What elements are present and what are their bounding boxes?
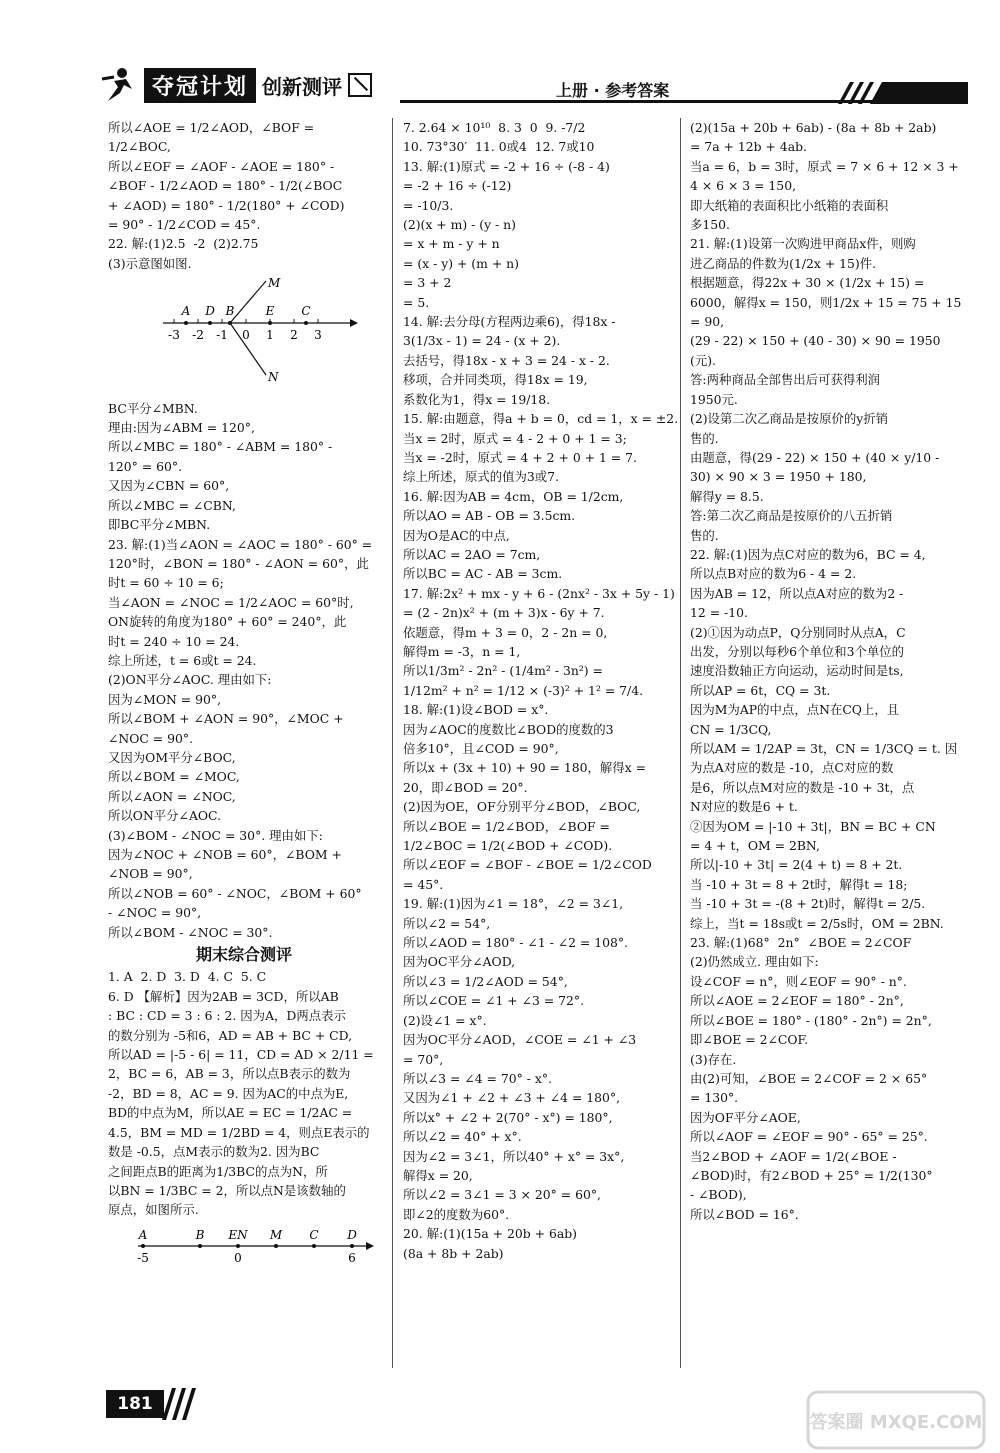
answer-line: 1950元. xyxy=(690,391,738,407)
answer-line: = x + m - y + n xyxy=(403,236,500,252)
brand-name: 夺冠计划 xyxy=(144,68,256,103)
answer-line: - ∠BOD), xyxy=(690,1187,747,1203)
answer-line: 综上所述，t = 6或t = 24. xyxy=(108,652,257,668)
tick-label: -5 xyxy=(137,1250,149,1265)
answer-line: = (2 - 2n)x² + (m + 3)x - 6y + 7. xyxy=(403,605,605,621)
answer-line: 7. 2.64 × 10¹⁰ 8. 3 0 9. -7/2 xyxy=(403,120,586,135)
answer-line: ∠BOF - 1/2∠AOD = 180° - 1/2(∠BOC xyxy=(108,178,343,194)
section-title: 期末综合测评 xyxy=(195,945,292,965)
point-label: C xyxy=(309,1227,319,1242)
answer-line: 23. 解:(1)68° 2n° ∠BOE = 2∠COF xyxy=(690,935,912,951)
answer-line: 所以∠BOD = 16°. xyxy=(690,1206,799,1222)
answer-line: 所以∠AOE = 2∠EOF = 180° - 2n°, xyxy=(690,993,904,1009)
answer-line: 所以AO = AB - OB = 3.5cm. xyxy=(403,508,576,524)
answer-line: = 7a + 12b + 4ab. xyxy=(690,139,807,155)
answer-line: 所以∠EOF = ∠BOF - ∠BOE = 1/2∠COD xyxy=(403,857,652,873)
answer-line: 当2∠BOD + ∠AOF = 1/2(∠BOE - xyxy=(690,1148,897,1164)
answer-line: 是6，所以点M对应的数是 -10 + 3t，点 xyxy=(690,779,915,795)
answer-line: 1/2∠BOC = 1/2(∠BOD + ∠COD). xyxy=(403,838,613,854)
point-label: D xyxy=(205,304,215,319)
answer-line: 当 -10 + 3t = 8 + 2t时，解得t = 18; xyxy=(690,876,908,892)
answer-line: 因为O是AC的中点, xyxy=(403,527,510,543)
answer-line: 20. 解:(1)(15a + 20b + 6ab) xyxy=(403,1226,578,1242)
column-divider xyxy=(680,118,681,1368)
answer-line: 所以∠BOM + ∠AON = 90°，∠MOC + xyxy=(108,711,344,727)
answer-line: 即大纸箱的表面积比小纸箱的表面积 xyxy=(690,197,889,213)
answer-line: 去括号，得18x - x + 3 = 24 - x - 2. xyxy=(403,352,610,368)
answer-line: (29 - 22) × 150 + (40 - 30) × 90 = 1950 xyxy=(690,333,941,349)
tick-label: 0 xyxy=(234,1250,242,1265)
answer-line: 23. 解:(1)当∠AON = ∠AOC = 180° - 60° = xyxy=(108,536,373,552)
answer-line: 所以∠AOD = 180° - ∠1 - ∠2 = 108°. xyxy=(403,935,629,951)
answer-line: ∠NOC = 90°. xyxy=(108,730,194,746)
brand-subtitle: 创新测评 xyxy=(262,74,343,99)
point-label: D xyxy=(347,1227,357,1242)
point-dot xyxy=(304,321,308,325)
number-line-diagram-1 xyxy=(108,277,380,387)
tick-label: -3 xyxy=(168,328,180,343)
answer-line: 所以∠BOE = 180° - (180° - 2n°) = 2n°, xyxy=(690,1012,932,1028)
answer-line: 17. 解:2x² + mx - y + 6 - (2nx² - 3x + 5y - 1) xyxy=(403,585,675,601)
answer-line: = 70°, xyxy=(403,1051,444,1067)
answer-line: 所以1/3m² - 2n² - (1/4m² - 3n²) = xyxy=(403,663,603,679)
answer-line: (元). xyxy=(690,352,716,368)
answer-line: 14. 解:去分母(方程两边乘6)，得18x - xyxy=(403,314,616,330)
page-number: 181 xyxy=(106,1390,164,1418)
answer-line: 所以∠3 = ∠4 = 70° - x°. xyxy=(403,1070,552,1086)
answer-line: 速度沿数轴正方向运动，运动时间是ts, xyxy=(690,663,904,679)
answer-line: (2)设∠1 = x°. xyxy=(403,1012,487,1028)
answer-line: 售的. xyxy=(690,430,719,446)
answer-line: 由(2)可知，∠BOE = 2∠COF = 2 × 65° xyxy=(690,1070,928,1086)
answer-line: 15. 解:由题意，得a + b = 0，cd = 1，x = ±2. xyxy=(403,411,679,427)
answer-line: ②因为OM = |-10 + 3t|，BN = BC + CN xyxy=(690,818,936,834)
answer-line: 答:两种商品全部售出后可获得利润 xyxy=(690,372,881,388)
answer-line: = -10/3. xyxy=(403,197,454,213)
point-dot xyxy=(350,1244,354,1248)
answer-line: 由题意，得(29 - 22) × 150 + (40 × y/10 - xyxy=(690,449,940,465)
point-dot xyxy=(312,1244,316,1248)
answer-line: 所以AD = |-5 - 6| = 11，CD = AD × 2/11 = xyxy=(108,1047,374,1063)
answer-line: ∠BOD)时，有2∠BOD + 25° = 1/2(130° xyxy=(690,1167,933,1183)
answer-line: 6000，解得x = 150，则1/2x + 15 = 75 + 15 xyxy=(690,294,962,310)
answer-line: 所以∠2 = 40° + x°. xyxy=(403,1129,522,1145)
answer-line: = 5. xyxy=(403,294,430,310)
answer-line: 之间距点B的距离为1/3BC的点为N，所 xyxy=(108,1163,328,1179)
answer-line: 19. 解:(1)因为∠1 = 18°，∠2 = 3∠1, xyxy=(403,896,624,912)
answer-line: 30) × 90 × 3 = 1950 + 180, xyxy=(690,469,867,485)
answer-line: 又因为OM平分∠BOC, xyxy=(108,749,236,765)
point-dot xyxy=(228,321,232,325)
answer-line: = 3 + 2 xyxy=(403,275,452,291)
answer-column-left xyxy=(108,118,380,1279)
answer-line: 解得m = -3，n = 1, xyxy=(403,643,521,659)
answer-line: 因为∠MON = 90°, xyxy=(108,691,222,707)
answer-line: = 90, xyxy=(690,314,725,330)
answer-line: 当x = 2时，原式 = 4 - 2 + 0 + 1 = 3; xyxy=(403,430,627,446)
answer-line: 16. 解:因为AB = 4cm，OB = 1/2cm, xyxy=(403,488,624,504)
answer-line: 18. 解:(1)设∠BOD = x°. xyxy=(403,702,549,718)
point-label: B xyxy=(225,304,235,319)
answer-line: 所以∠COE = ∠1 + ∠3 = 72°. xyxy=(403,993,585,1009)
answer-line: 所以∠AOE = 1/2∠AOD，∠BOF = xyxy=(108,120,315,135)
answer-line: 原点，如图所示. xyxy=(108,1202,199,1218)
point-label: C xyxy=(301,304,311,319)
answer-line: 6. D 【解析】因为2AB = 3CD，所以AB xyxy=(108,988,339,1004)
answer-line: 因为OC平分∠AOD，∠COE = ∠1 + ∠3 xyxy=(403,1032,637,1048)
answer-line: 所以∠3 = 1/2∠AOD = 54°, xyxy=(403,973,568,989)
answer-line: 2，BC = 6，AB = 3，所以点B表示的数为 xyxy=(108,1066,351,1082)
tick-label: -1 xyxy=(216,328,228,343)
answer-line: 因为M为AP的中点，点N在CQ上，且 xyxy=(690,702,900,718)
answer-line: (2)①因为动点P，Q分别同时从点A，C xyxy=(690,624,906,640)
answer-line: = -2 + 16 ÷ (-12) xyxy=(403,178,512,194)
answer-line: 因为AB = 12，所以点A对应的数为2 - xyxy=(690,585,904,601)
answer-line: 所以AC = 2AO = 7cm, xyxy=(403,546,541,562)
answer-line: 倍多10°，且∠COD = 90°, xyxy=(403,741,559,756)
answer-line: 答:第二次乙商品是按原价的八五折销 xyxy=(690,508,893,524)
ray-label-m: M xyxy=(268,277,281,291)
answer-line: 120°时，∠BON = 180° - ∠AON = 60°，此 xyxy=(108,555,369,571)
answer-line: 即∠2的度数为60°. xyxy=(403,1206,510,1222)
answer-line: 因为∠2 = 3∠1，所以40° + x° = 3x°, xyxy=(403,1148,625,1164)
point-dot xyxy=(274,1244,278,1248)
tick-label: -2 xyxy=(192,328,204,343)
answer-line: 所以点B对应的数为6 - 4 = 2. xyxy=(690,566,857,582)
checkbox-logo-icon xyxy=(348,73,372,97)
answer-line: 当a = 6，b = 3时，原式 = 7 × 6 + 12 × 3 + xyxy=(690,158,959,174)
answer-line: 综上所述，原式的值为3或7. xyxy=(403,469,560,485)
answer-line: 所以∠BOE = 1/2∠BOD，∠BOF = xyxy=(403,818,610,834)
answer-line: 当x = -2时，原式 = 4 + 2 + 0 + 1 = 7. xyxy=(403,449,637,465)
answer-line: BD的中点为M，所以AE = EC = 1/2AC = xyxy=(108,1105,353,1121)
answer-line: 1. A 2. D 3. D 4. C 5. C xyxy=(108,969,267,985)
answer-line: 所以∠EOF = ∠AOF - ∠AOE = 180° - xyxy=(108,158,335,174)
answer-line: 因为∠NOC + ∠NOB = 60°，∠BOM + xyxy=(108,847,342,862)
answer-line: : BC : CD = 3 : 6 : 2. 因为A，D两点表示 xyxy=(108,1008,346,1024)
answer-line: 12 = -10. xyxy=(690,605,748,621)
answer-line: 22. 解:(1)因为点C对应的数为6，BC = 4, xyxy=(690,546,926,562)
answer-line: 120° = 60°. xyxy=(108,458,183,474)
point-label: A xyxy=(181,304,191,319)
answer-line: 设∠COF = n°，则∠EOF = 90° - n°. xyxy=(690,973,907,989)
answer-line: 所以|-10 + 3t| = 2(4 + t) = 8 + 2t. xyxy=(690,857,903,873)
answer-line: 的数分别为 -5和6，AD = AB + BC + CD, xyxy=(108,1027,353,1043)
answer-line: - ∠NOC = 90°, xyxy=(108,905,202,921)
answer-line: (2)因为OE，OF分别平分∠BOD，∠BOC, xyxy=(403,799,641,815)
answer-line: 解得y = 8.5. xyxy=(690,488,764,504)
answer-line: 解得x = 20, xyxy=(403,1167,473,1183)
answer-line: 售的. xyxy=(690,527,719,543)
answer-line: 13. 解:(1)原式 = -2 + 16 ÷ (-8 - 4) xyxy=(403,158,610,174)
answer-line: = 45°. xyxy=(403,876,444,892)
answer-column-right xyxy=(690,118,968,1224)
answer-line: 所以∠2 = 54°, xyxy=(403,915,491,931)
answer-line: = 4 + t，OM = 2BN, xyxy=(690,838,820,854)
answer-line: 因为OF平分∠AOE, xyxy=(690,1109,801,1125)
answer-line: (3)存在. xyxy=(690,1051,737,1067)
number-line-diagram-2 xyxy=(108,1224,380,1268)
answer-line: 所以x + (3x + 10) + 90 = 180，解得x = xyxy=(403,760,647,776)
answer-line: 所以∠MBC = 180° - ∠ABM = 180° - xyxy=(108,439,333,455)
svg-text:答案圈 MXQE.COM: 答案圈 MXQE.COM xyxy=(809,1412,983,1433)
answer-line: 当∠AON = ∠NOC = 1/2∠AOC = 60°时, xyxy=(108,594,354,610)
tick-label: 0 xyxy=(242,328,250,343)
point-label: M xyxy=(269,1227,283,1242)
answer-line: 为点A对应的数是 -10，点C对应的数 xyxy=(690,760,894,776)
answer-line: 移项，合并同类项，得18x = 19, xyxy=(403,372,588,388)
answer-line: 所以∠2 = 3∠1 = 3 × 20° = 60°, xyxy=(403,1187,601,1203)
answer-line: 理由:因为∠ABM = 120°, xyxy=(108,420,255,436)
answer-line: 1/12m² + n² = 1/12 × (-3)² + 1² = 7/4. xyxy=(403,682,644,698)
header-title: 上册 · 参考答案 xyxy=(556,81,670,100)
answer-line: 22. 解:(1)2.5 -2 (2)2.75 xyxy=(108,236,259,252)
point-dot xyxy=(198,1244,202,1248)
answer-line: 所以AP = 6t，CQ = 3t. xyxy=(690,682,831,698)
answer-line: N对应的数是6 + t. xyxy=(690,799,798,815)
answer-line: 时t = 240 ÷ 10 = 24. xyxy=(108,633,240,649)
answer-line: (2)仍然成立. 理由如下: xyxy=(690,954,819,970)
tick-label: 3 xyxy=(314,328,322,343)
answer-line: 以BN = 1/3BC = 2，所以点N是该数轴的 xyxy=(108,1182,346,1198)
answer-line: (3)示意图如图. xyxy=(108,255,192,271)
brand-logo xyxy=(100,62,400,108)
footer-stripes-icon xyxy=(162,1388,222,1420)
answer-line: -2，BD = 8，AC = 9. 因为AC的中点为E, xyxy=(108,1085,349,1101)
answer-line: 所以AM = 1/2AP = 3t，CN = 1/3CQ = t. 因 xyxy=(690,741,958,756)
answer-line: ∠NOB = 90°, xyxy=(108,866,193,882)
answer-line: 10. 73°30′ 11. 0或4 12. 7或10 xyxy=(403,139,595,155)
answer-line: 当 -10 + 3t = -(8 + 2t)时，解得t = 2/5. xyxy=(690,896,926,912)
answer-line: 时t = 60 ÷ 10 = 6; xyxy=(108,575,224,591)
answer-line: BC平分∠MBN. xyxy=(108,400,198,416)
answer-line: = 130°. xyxy=(690,1090,739,1106)
tick-label: 2 xyxy=(290,328,298,343)
page-header xyxy=(100,62,968,108)
answer-line: 4.5，BM = MD = 1/2BD = 4，则点E表示的 xyxy=(108,1124,370,1140)
answer-line: 4 × 6 × 3 = 150, xyxy=(690,178,797,194)
runner-logo-icon xyxy=(100,65,140,105)
answer-line: 所以x° + ∠2 + 2(70° - x°) = 180°, xyxy=(403,1109,613,1125)
answer-line: 所以∠AOF = ∠EOF = 90° - 65° = 25°. xyxy=(690,1129,928,1145)
answer-line: 综上，当t = 18s或t = 2/5s时，OM = 2BN. xyxy=(690,915,944,931)
answer-line: (8a + 8b + 2ab) xyxy=(403,1245,504,1261)
point-dot xyxy=(184,321,188,325)
answer-line: 所以∠AON = ∠NOC, xyxy=(108,788,236,804)
answer-line: CN = 1/3CQ, xyxy=(690,721,772,737)
answer-line: 所以BC = AC - AB = 3cm. xyxy=(403,566,563,582)
point-label: A xyxy=(138,1227,148,1242)
answer-line: 进乙商品的件数为(1/2x + 15)件. xyxy=(690,255,877,271)
answer-line: = (x - y) + (m + n) xyxy=(403,255,519,271)
answer-line: 所以∠MBC = ∠CBN, xyxy=(108,497,236,513)
answer-line: 所以ON平分∠AOC. xyxy=(108,808,222,824)
answer-line: 因为∠AOC的度数比∠BOD的度数的3 xyxy=(403,721,614,737)
answer-line: (2)(x + m) - (y - n) xyxy=(403,217,516,233)
answer-line: (2)设第二次乙商品是按原价的y折销 xyxy=(690,411,889,427)
point-label: B xyxy=(195,1227,205,1242)
header-stripes-icon xyxy=(818,82,968,104)
answer-line: 依题意，得m + 3 = 0，2 - 2n = 0, xyxy=(403,624,608,640)
answer-line: (2)ON平分∠AOC. 理由如下: xyxy=(108,672,272,688)
tick-label: 6 xyxy=(348,1250,356,1265)
point-label: E xyxy=(265,304,275,319)
ray-label-n: N xyxy=(268,370,279,385)
answer-line: = 90° - 1/2∠COD = 45°. xyxy=(108,217,261,233)
answer-line: 1/2∠BOC, xyxy=(108,139,171,155)
answer-line: 根据题意，得22x + 30 × (1/2x + 15) = xyxy=(690,275,925,291)
column-divider xyxy=(392,118,393,1368)
answer-line: + ∠AOD) = 180° - 1/2(180° + ∠COD) xyxy=(108,197,345,213)
answer-line: 20，即∠BOD = 20°. xyxy=(403,779,528,795)
answer-line: 又因为∠CBN = 60°, xyxy=(108,478,230,494)
point-label: EN xyxy=(228,1227,248,1242)
answer-column-middle xyxy=(403,118,679,1263)
answer-line: 3(1/3x - 1) = 24 - (x + 2). xyxy=(403,333,561,349)
answer-line: 21. 解:(1)设第一次购进甲商品x件，则购 xyxy=(690,236,916,252)
watermark-logo xyxy=(806,1390,986,1450)
answer-line: 系数化为1，得x = 19/18. xyxy=(403,391,551,407)
answer-line: 所以∠BOM - ∠NOC = 30°. xyxy=(108,924,273,940)
point-dot xyxy=(208,321,212,325)
answer-line: 多150. xyxy=(690,217,730,233)
tick-label: 1 xyxy=(266,328,274,343)
answer-line: 即BC平分∠MBN. xyxy=(108,517,211,533)
point-dot xyxy=(141,1244,145,1248)
answer-line: (2)(15a + 20b + 6ab) - (8a + 8b + 2ab) xyxy=(690,120,937,135)
answer-line: 出发，分别以每秒6个单位和3个单位的 xyxy=(690,643,905,659)
answer-line: 所以∠NOB = 60° - ∠NOC，∠BOM + 60° xyxy=(108,885,362,901)
answer-line: 数是 -0.5，点M表示的数为2. 因为BC xyxy=(108,1144,320,1160)
answer-line: (3)∠BOM - ∠NOC = 30°. 理由如下: xyxy=(108,827,323,843)
answer-line: 因为OC平分∠AOD, xyxy=(403,954,516,970)
point-dot xyxy=(268,321,272,325)
answer-line: 即∠BOE = 2∠COF. xyxy=(690,1032,809,1048)
answer-line: 又因为∠1 + ∠2 + ∠3 + ∠4 = 180°, xyxy=(403,1090,621,1106)
answer-line: 所以∠BOM = ∠MOC, xyxy=(108,769,240,785)
answer-line: ON旋转的角度为180° + 60° = 240°，此 xyxy=(108,614,347,630)
point-dot xyxy=(236,1244,240,1248)
